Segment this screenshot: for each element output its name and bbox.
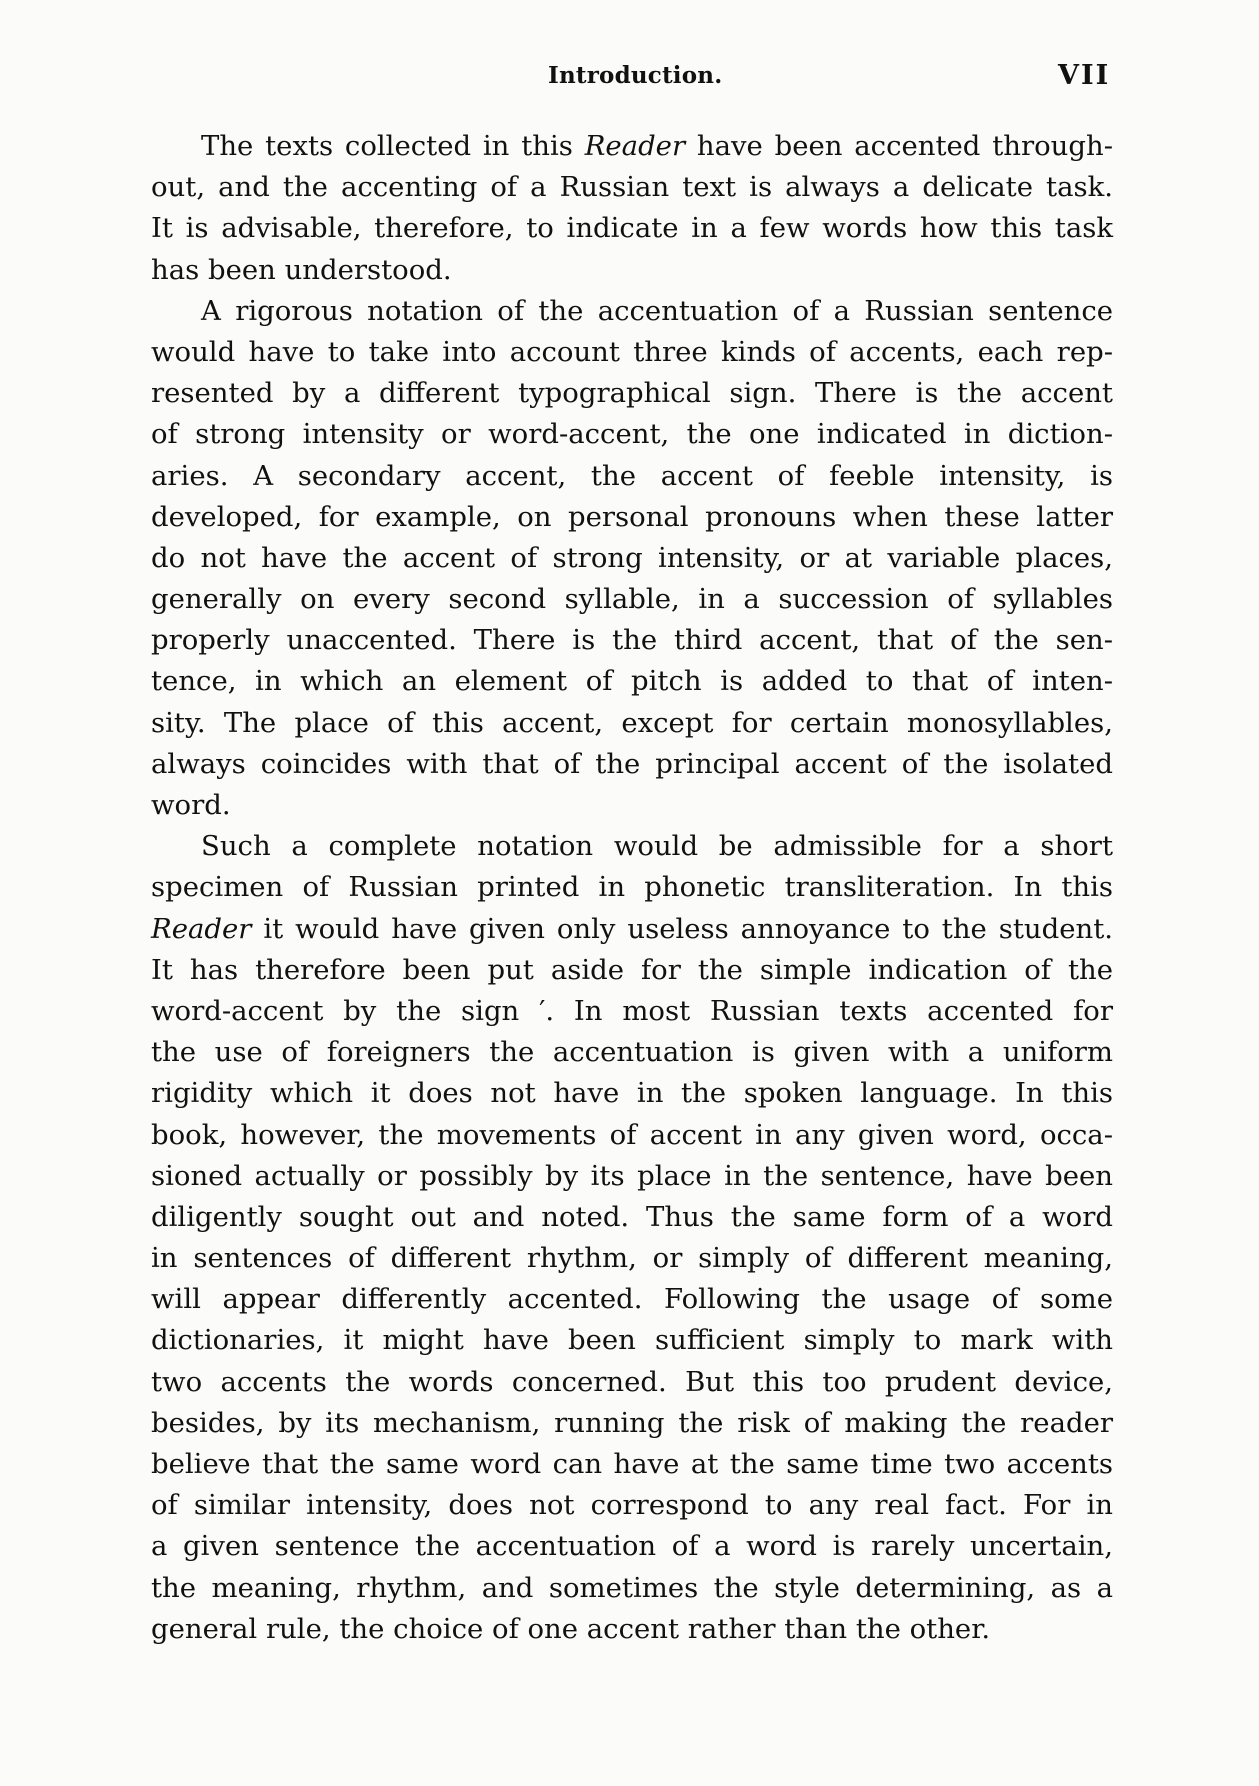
- text-line: [151, 167, 1113, 208]
- text-line: [151, 1485, 1113, 1526]
- running-title: Introduction.: [548, 62, 723, 89]
- line-text: the meaning, rhythm, and sometimes the style determining, as a: [151, 1571, 1113, 1604]
- line-text: the use of foreigners the accentuation is given with a uniform: [151, 1036, 1113, 1069]
- text-line: [151, 1073, 1113, 1114]
- line-text: general rule, the choice of one accent rather than the other.: [151, 1612, 991, 1645]
- text-line: [151, 250, 1113, 291]
- text-line: [151, 785, 1113, 826]
- line-text: book, however, the movements of accent in any given word, occa-: [151, 1118, 1113, 1151]
- line-text: a given sentence the accentuation of a word is rarely uncertain,: [151, 1530, 1113, 1563]
- line-text: specimen of Russian printed in phonetic transliteration. In this: [151, 871, 1113, 904]
- line-text: The texts collected in this: [201, 130, 585, 162]
- text-line: [151, 1032, 1113, 1073]
- text-line: [151, 1444, 1113, 1485]
- line-text: A rigorous notation of the accentuation of a Russian sentence: [201, 294, 1113, 327]
- line-text: would have to take into account three kinds of accents, each rep-: [151, 335, 1113, 368]
- text-line: [151, 950, 1113, 991]
- line-text: It is advisable, therefore, to indicate in a few words how this task: [151, 212, 1113, 245]
- line-text: of similar intensity, does not correspond to any real fact. For in: [151, 1489, 1113, 1522]
- line-text: diligently sought out and noted. Thus the same form of a word: [151, 1200, 1113, 1233]
- text-line: [151, 867, 1113, 908]
- text-line: [151, 538, 1113, 579]
- line-text: believe that the same word can have at the same time two accents: [151, 1448, 1113, 1480]
- text-line: [151, 1279, 1113, 1320]
- text-line: [151, 1115, 1113, 1156]
- line-text: two accents the words concerned. But this too prudent device,: [151, 1365, 1113, 1398]
- text-line: [151, 126, 1113, 167]
- italic-title-text: Reader: [584, 130, 686, 162]
- text-line: [151, 620, 1113, 661]
- text-line: [151, 1156, 1113, 1197]
- text-line: [151, 991, 1113, 1032]
- text-line: [151, 826, 1113, 867]
- line-text: in sentences of different rhythm, or simply of different meaning,: [151, 1242, 1113, 1275]
- text-line: [151, 1609, 1113, 1650]
- line-text: will appear differently accented. Following the usage of some: [151, 1283, 1113, 1316]
- page-number: VII: [1058, 60, 1111, 91]
- body-text: [151, 126, 1113, 1650]
- line-text: It has therefore been put aside for the simple indication of the: [151, 953, 1113, 986]
- line-text: word-accent by the sign ′. In most Russian texts accented for: [151, 994, 1113, 1027]
- line-text: do not have the accent of strong intensity, or at variable places,: [151, 541, 1113, 574]
- line-text: always coincides with that of the principal accent of the isolated: [151, 747, 1113, 780]
- text-line: [151, 744, 1113, 785]
- line-text: tence, in which an element of pitch is added to that of inten-: [151, 665, 1113, 698]
- text-line: [151, 1403, 1113, 1444]
- line-text: besides, by its mechanism, running the risk of making the reader: [151, 1406, 1113, 1439]
- line-text: developed, for example, on personal pronouns when these latter: [151, 500, 1113, 533]
- text-line: [151, 703, 1113, 744]
- text-line: [151, 1238, 1113, 1279]
- text-line: [151, 291, 1113, 332]
- italic-title-text: Reader: [151, 912, 252, 945]
- line-text: aries. A secondary accent, the accent of feeble intensity, is: [151, 459, 1113, 492]
- line-text: generally on every second syllable, in a succession of syllables: [151, 583, 1113, 616]
- text-line: [151, 579, 1113, 620]
- text-line: [151, 1320, 1113, 1361]
- text-line: [151, 661, 1113, 702]
- text-line: [151, 332, 1113, 373]
- line-text: properly unaccented. There is the third accent, that of the sen-: [151, 624, 1113, 657]
- text-line: [151, 1197, 1113, 1238]
- line-text: sity. The place of this accent, except for certain monosyllables,: [151, 706, 1113, 739]
- line-text: out, and the accenting of a Russian text is always a delicate task.: [151, 171, 1113, 204]
- text-line: [151, 1362, 1113, 1403]
- text-line: [151, 414, 1113, 455]
- line-text: resented by a different typographical sign. There is the accent: [151, 377, 1113, 410]
- line-text: of strong intensity or word-accent, the one indicated in diction-: [151, 418, 1113, 451]
- line-text: have been accented through-: [685, 130, 1113, 162]
- line-text: dictionaries, it might have been sufficient simply to mark with: [151, 1324, 1113, 1357]
- text-line: [151, 909, 1113, 950]
- line-text: it would have given only useless annoyance to the student.: [251, 912, 1113, 945]
- text-line: [151, 208, 1113, 249]
- line-text: Such a complete notation would be admissible for a short: [201, 830, 1113, 863]
- text-line: [151, 497, 1113, 538]
- text-line: [151, 456, 1113, 497]
- text-line: [151, 1568, 1113, 1609]
- line-text: sioned actually or possibly by its place in the sentence, have been: [151, 1159, 1113, 1192]
- line-text: has been understood.: [151, 253, 452, 286]
- line-text: word.: [151, 789, 231, 821]
- text-line: [151, 1526, 1113, 1567]
- text-line: [151, 373, 1113, 414]
- line-text: rigidity which it does not have in the spoken language. In this: [151, 1077, 1113, 1110]
